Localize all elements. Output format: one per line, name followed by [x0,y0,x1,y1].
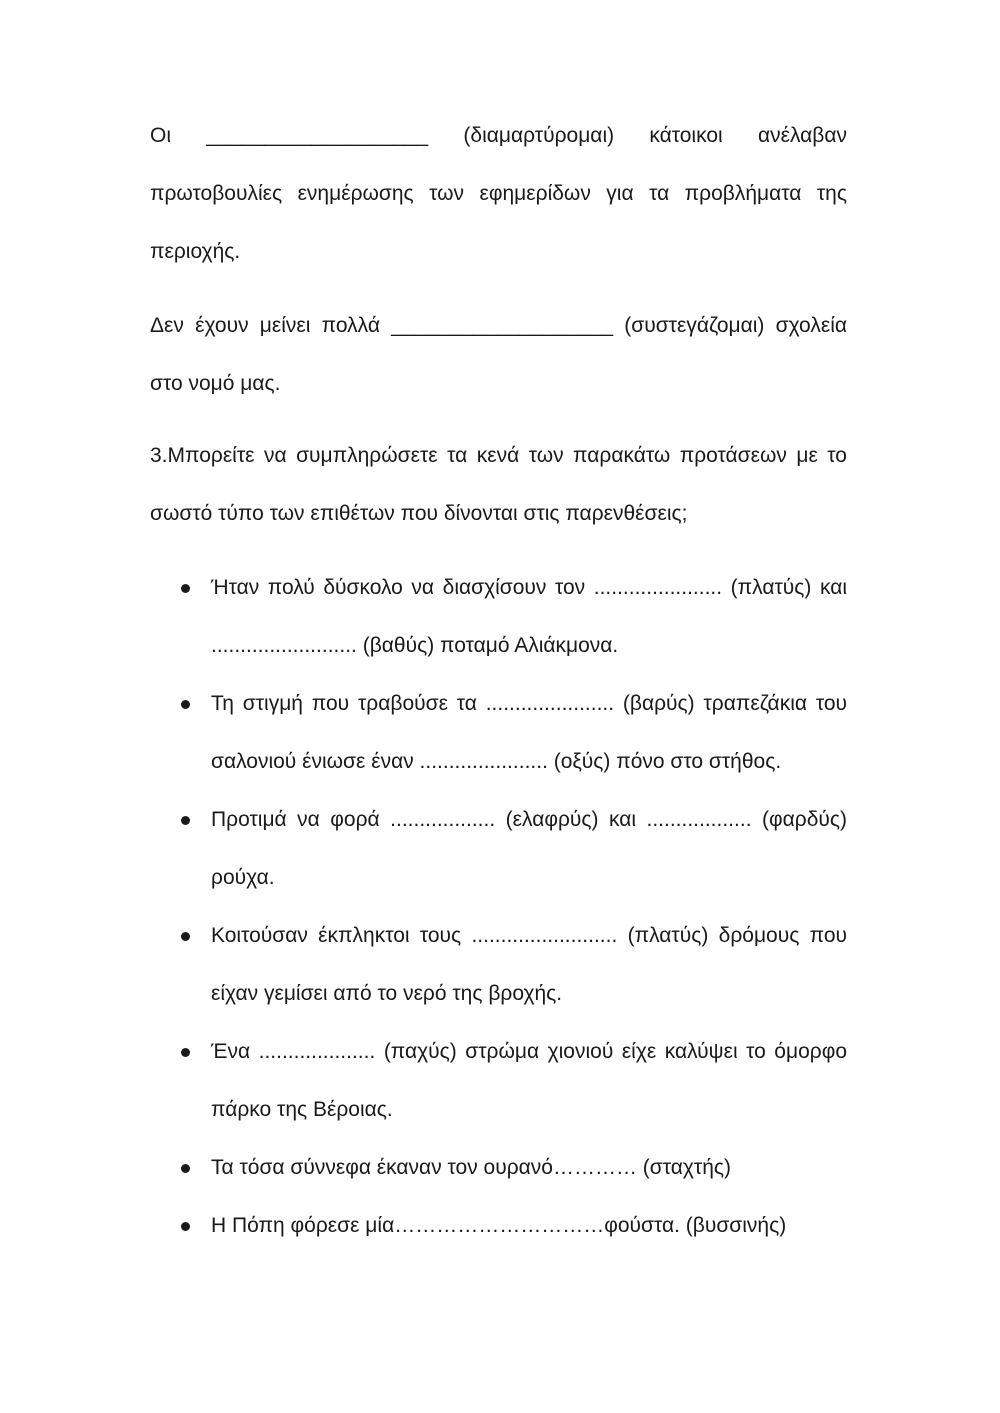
bullet-icon [181,1164,190,1173]
item-text: Προτιμά να φορά .................. (ελαφρύς) και .................. (φαρδύς) ρούχα. [211,808,847,889]
list-item [150,1023,847,1139]
bullet-icon [181,700,190,709]
bullet-icon [181,1048,190,1057]
bullet-icon [181,816,190,825]
list-item [150,559,847,675]
item-text: Ήταν πολύ δύσκολο να διασχίσουν τον ...................... (πλατύς) και ......................... (βαθύς) ποταμό Αλιάκμονα. [211,576,847,657]
list-item [150,1197,847,1255]
exercise-list [150,559,847,1255]
list-item [150,907,847,1023]
list-item [150,675,847,791]
item-text: Ένα .................... (παχύς) στρώμα χιονιού είχε καλύψει το όμορφο πάρκο της Βέροιας. [211,1040,847,1121]
paragraph-1: Οι ___________________ (διαμαρτύρομαι) κάτοικοι ανέλαβαν πρωτοβουλίες ενημέρωσης των εφημερίδων για τα προβλήματα της περιοχής. [150,124,847,263]
bullet-icon [181,932,190,941]
item-text: Τα τόσα σύννεφα έκαναν τον ουρανό………… (σταχτής) [211,1156,732,1179]
list-item [150,1139,847,1197]
bullet-icon [181,584,190,593]
bullet-icon [181,1222,190,1231]
paragraph-2: Δεν έχουν μείνει πολλά ___________________ (συστεγάζομαι) σχολεία στο νομό μας. [150,314,847,395]
item-text: Η Πόπη φόρεσε μία…………………………φούστα. (βυσσινής) [211,1214,787,1237]
list-item [150,791,847,907]
item-text: Κοιτούσαν έκπληκτοι τους ......................... (πλατύς) δρόμους που είχαν γεμίσει από το νερό της βροχής. [211,924,847,1005]
item-text: Τη στιγμή που τραβούσε τα ...................... (βαρύς) τραπεζάκια του σαλονιού ένιωσε έναν ...................... (οξύς) πόνο στο στήθος. [211,692,847,773]
exercise-instruction: 3.Μπορείτε να συμπληρώσετε τα κενά των παρακάτω προτάσεων με το σωστό τύπο των επιθέτων που δίνονται στις παρενθέσεις; [150,444,847,525]
